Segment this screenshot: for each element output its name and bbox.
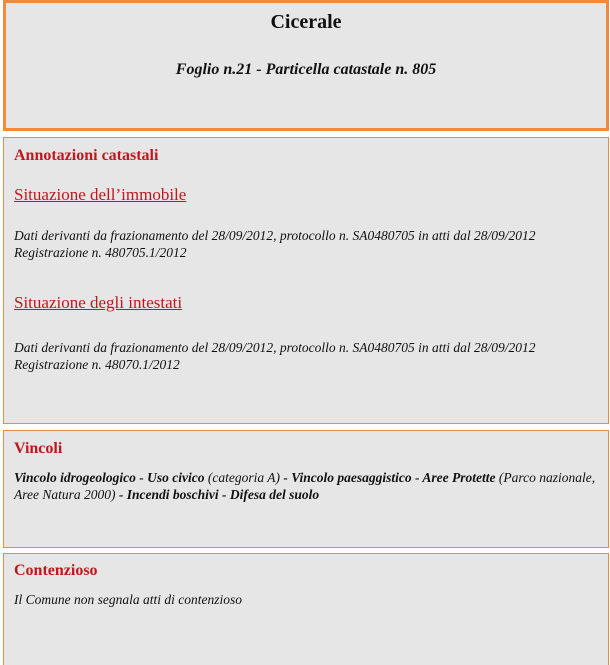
constraints-panel <box>3 430 609 548</box>
property-situation-text <box>14 227 600 261</box>
constraint-hydrogeological: Vincolo idrogeologico <box>14 470 136 485</box>
constraint-protected-areas: Aree Protette <box>422 470 496 485</box>
constraint-wildfire: Incendi boschivi <box>126 487 219 502</box>
parcel-subtitle: Foglio n.21 - Particella catastale n. 805 <box>175 61 437 78</box>
cadastral-annotations-panel <box>3 137 609 424</box>
property-situation-line2: Registrazione n. 480705.1/2012 <box>14 245 187 260</box>
constraint-protected-areas-note: (Parco nazionale, Aree Natura 2000) <box>14 470 596 502</box>
header-panel <box>3 0 609 131</box>
litigation-text: Il Comune non segnala atti di contenzioso <box>14 592 242 607</box>
litigation-panel <box>3 553 609 665</box>
constraints-list <box>14 469 600 503</box>
page-title: Cicerale <box>270 11 342 33</box>
separator: - <box>115 487 127 502</box>
separator: - <box>411 470 423 485</box>
constraint-landscape: Vincolo paesaggistico <box>291 470 412 485</box>
separator: - <box>218 487 230 502</box>
separator: - <box>279 470 292 485</box>
constraint-civic-use-note: (categoria A) <box>204 470 280 485</box>
constraints-title: Vincoli <box>14 440 63 457</box>
property-situation-line1: Dati derivanti da frazionamento del 28/09/2012, protocollo n. SA0480705 in atti dal 28/09/2012 <box>14 228 536 243</box>
owners-situation-text <box>14 339 600 373</box>
cadastral-annotations-title: Annotazioni catastali <box>14 147 159 164</box>
litigation-title: Contenzioso <box>14 562 98 579</box>
separator: - <box>135 470 148 485</box>
property-situation-heading: Situazione dell’immobile <box>14 185 187 204</box>
owners-situation-line1: Dati derivanti da frazionamento del 28/09/2012, protocollo n. SA0480705 in atti dal 28/09/2012 <box>14 340 536 355</box>
constraint-civic-use: Uso civico <box>147 470 205 485</box>
owners-situation-line2: Registrazione n. 48070.1/2012 <box>14 357 180 372</box>
constraint-soil-defense: Difesa del suolo <box>229 487 320 502</box>
owners-situation-heading: Situazione degli intestati <box>14 293 183 312</box>
